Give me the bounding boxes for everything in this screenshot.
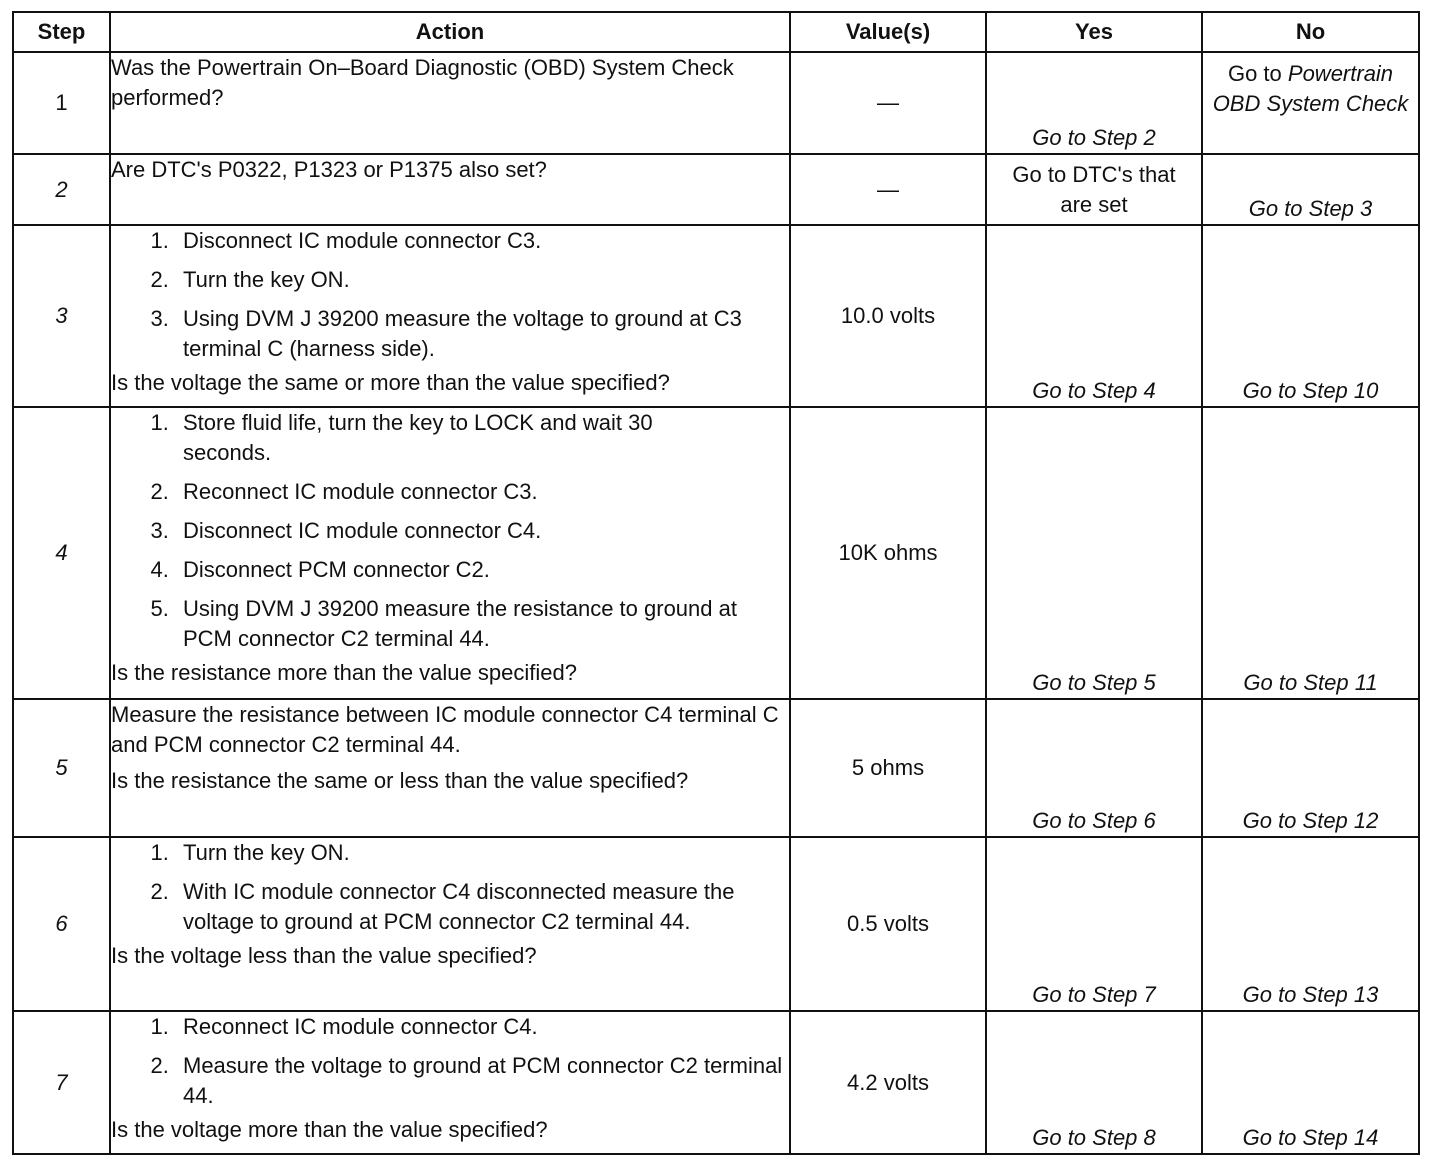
value-cell: 10K ohms (790, 407, 986, 699)
action-paragraph: Was the Powertrain On–Board Diagnostic (OBD) System Check performed? (111, 55, 734, 110)
value-cell: 10.0 volts (790, 225, 986, 407)
step-number: 2 (13, 154, 110, 225)
action-question: Is the resistance more than the value specified? (111, 660, 577, 685)
action-question: Is the voltage less than the value specified? (111, 943, 537, 968)
no-cell: Go to Step 13 (1202, 837, 1419, 1011)
action-step: 1. Turn the key ON. (175, 838, 789, 868)
action-cell (110, 154, 790, 225)
value-cell: 0.5 volts (790, 837, 986, 1011)
action-step: 3. Disconnect IC module connector C4. (175, 516, 789, 546)
yes-cell: Go to Step 6 (986, 699, 1202, 837)
action-cell (110, 407, 790, 699)
action-question: Is the resistance the same or less than the value specified? (111, 768, 689, 793)
action-step: 1. Reconnect IC module connector C4. (175, 1012, 789, 1042)
no-cell: Go to Step 10 (1202, 225, 1419, 407)
table-row (13, 407, 1419, 699)
action-step: 2. Reconnect IC module connector C3. (175, 477, 789, 507)
header-step: Step (13, 12, 110, 52)
action-step: 2. Turn the key ON. (175, 265, 789, 295)
action-cell (110, 1011, 790, 1154)
action-steps (111, 408, 789, 654)
header-values: Value(s) (790, 12, 986, 52)
no-cell: Go to Step 3 (1202, 154, 1419, 225)
action-paragraph: Measure the resistance between IC module connector C4 terminal C and PCM connector C2 terminal 44. (111, 702, 779, 757)
no-cell: Go to Step 12 (1202, 699, 1419, 837)
action-steps (111, 838, 789, 937)
no-cell: Go to Step 11 (1202, 407, 1419, 699)
header-row (13, 12, 1419, 52)
action-cell (110, 52, 790, 154)
action-cell (110, 837, 790, 1011)
no-link: Powertrain OBD System Check (1212, 61, 1409, 116)
header-action: Action (110, 12, 790, 52)
step-number: 6 (13, 837, 110, 1011)
step-number: 1 (13, 52, 110, 154)
action-step: 3. Using DVM J 39200 measure the voltage to ground at C3 terminal C (harness side). (175, 304, 789, 364)
no-prefix: Go to (1227, 61, 1282, 86)
yes-cell: Go to Step 7 (986, 837, 1202, 1011)
value-cell: 5 ohms (790, 699, 986, 837)
action-step: 1. Disconnect IC module connector C3. (175, 226, 789, 256)
action-step: 2. Measure the voltage to ground at PCM connector C2 terminal 44. (175, 1051, 789, 1111)
action-cell (110, 225, 790, 407)
yes-cell: Go to Step 5 (986, 407, 1202, 699)
no-cell (1202, 52, 1419, 154)
step-number: 5 (13, 699, 110, 837)
step-number: 7 (13, 1011, 110, 1154)
header-no: No (1202, 12, 1419, 52)
table-row (13, 225, 1419, 407)
action-question: Is the voltage more than the value specified? (111, 1117, 548, 1142)
step-number: 4 (13, 407, 110, 699)
action-step: 1. Store fluid life, turn the key to LOCK and wait 30 seconds. (175, 408, 789, 468)
step-number: 3 (13, 225, 110, 407)
value-cell: — (790, 52, 986, 154)
table-row (13, 1011, 1419, 1154)
diagnostic-table (12, 11, 1420, 1155)
no-cell: Go to Step 14 (1202, 1011, 1419, 1154)
table-row (13, 154, 1419, 225)
action-step: 4. Disconnect PCM connector C2. (175, 555, 789, 585)
yes-cell: Go to Step 8 (986, 1011, 1202, 1154)
table-row (13, 52, 1419, 154)
value-cell: 4.2 volts (790, 1011, 986, 1154)
action-step: 2. With IC module connector C4 disconnected measure the voltage to ground at PCM connector C2 terminal 44. (175, 877, 789, 937)
action-cell (110, 699, 790, 837)
action-question: Is the voltage the same or more than the value specified? (111, 370, 670, 395)
action-steps (111, 226, 789, 364)
table-row (13, 699, 1419, 837)
yes-cell: Go to Step 2 (986, 52, 1202, 154)
value-cell: — (790, 154, 986, 225)
action-steps (111, 1012, 789, 1111)
table-row (13, 837, 1419, 1011)
yes-cell: Go to DTC's that are set (986, 154, 1202, 225)
header-yes: Yes (986, 12, 1202, 52)
action-paragraph: Are DTC's P0322, P1323 or P1375 also set? (111, 157, 547, 182)
yes-cell: Go to Step 4 (986, 225, 1202, 407)
action-step: 5. Using DVM J 39200 measure the resistance to ground at PCM connector C2 terminal 44. (175, 594, 789, 654)
